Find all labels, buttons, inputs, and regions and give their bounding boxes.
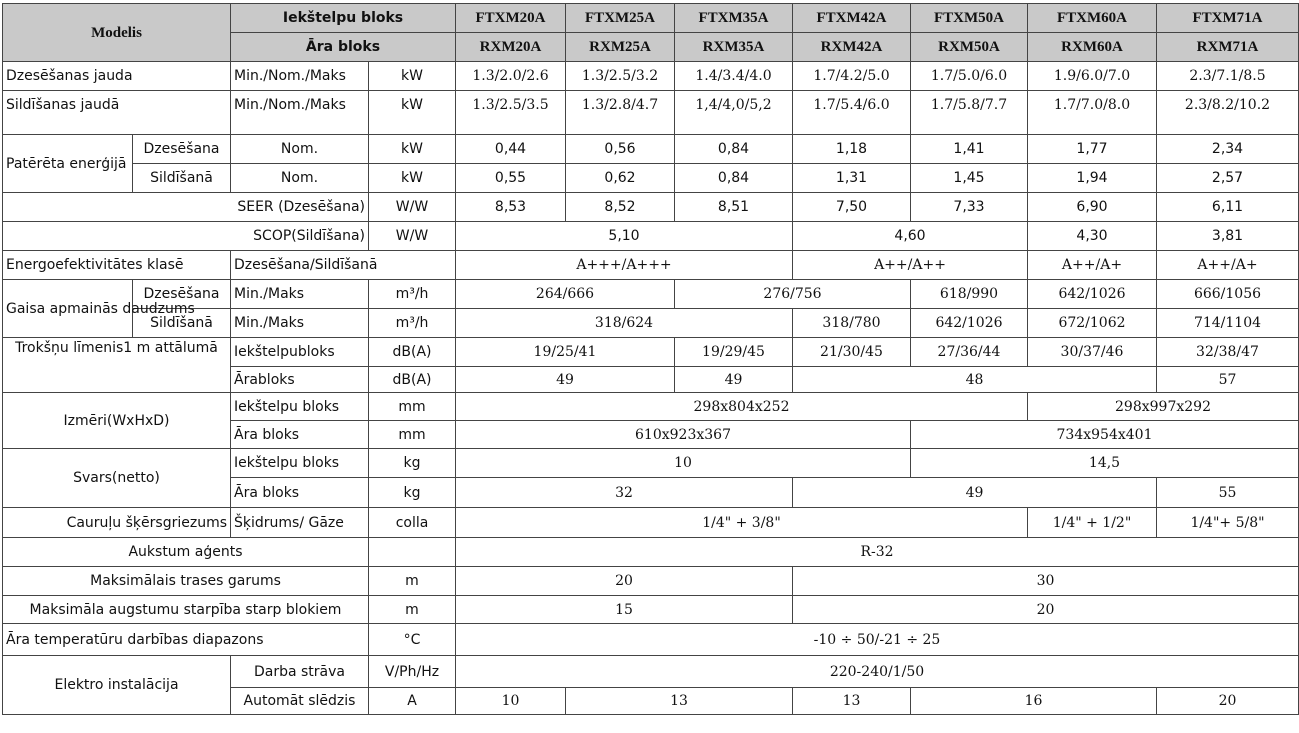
- unit-label: kg: [369, 449, 456, 478]
- value-cell: 0,84: [675, 135, 793, 164]
- value-cell: A+++/A+++: [456, 251, 793, 280]
- value-cell: 8,52: [566, 193, 675, 222]
- param-label: Min./Nom./Maks: [231, 91, 369, 135]
- value-cell: 13: [793, 688, 911, 715]
- row-pipe: [3, 508, 1299, 538]
- unit-label: kg: [369, 478, 456, 508]
- value-cell: 15: [456, 596, 793, 624]
- model-outdoor: RXM42A: [793, 33, 911, 62]
- row-label: Patērēta enerģijā: [3, 135, 133, 193]
- model-indoor: FTXM71A: [1157, 4, 1299, 33]
- value-cell: 10: [456, 449, 911, 478]
- unit-label: kW: [369, 62, 456, 91]
- param-label: Šķidrums/ Gāze: [231, 508, 369, 538]
- sub-label: Āra bloks: [231, 478, 369, 508]
- value-cell: 55: [1157, 478, 1299, 508]
- value-cell: 642/1026: [911, 309, 1028, 338]
- value-cell: 318/624: [456, 309, 793, 338]
- row-scop: [3, 222, 1299, 251]
- row-seer: [3, 193, 1299, 222]
- value-cell: -10 ÷ 50/-21 ÷ 25: [456, 624, 1299, 656]
- value-cell: 1.7/4.2/5.0: [793, 62, 911, 91]
- value-cell: 8,51: [675, 193, 793, 222]
- empty-unit-cell: [369, 538, 456, 567]
- row-label: Maksimāla augstumu starpība starp blokiem: [3, 596, 369, 624]
- value-cell: 642/1026: [1028, 280, 1157, 309]
- row-label: Dzesēšanas jauda: [3, 62, 231, 91]
- value-cell: 0,55: [456, 164, 566, 193]
- row-label: Gaisa apmainās daudzums: [3, 280, 133, 338]
- value-cell: 7,33: [911, 193, 1028, 222]
- value-cell: 16: [911, 688, 1157, 715]
- value-cell: A++/A+: [1157, 251, 1299, 280]
- value-cell: 1.3/2.5/3.2: [566, 62, 675, 91]
- row-label: Energoefektivitātes klasē: [3, 251, 231, 280]
- param-label: Min./Maks: [231, 309, 369, 338]
- unit-label: V/Ph/Hz: [369, 656, 456, 688]
- value-cell: 1.7/5.0/6.0: [911, 62, 1028, 91]
- value-cell: 0,62: [566, 164, 675, 193]
- value-cell: 49: [456, 367, 675, 393]
- value-cell: 610x923x367: [456, 421, 911, 449]
- model-indoor: FTXM60A: [1028, 4, 1157, 33]
- value-cell: 5,10: [456, 222, 793, 251]
- value-cell: 1,77: [1028, 135, 1157, 164]
- value-cell: 14,5: [911, 449, 1299, 478]
- value-cell: 1.3/2.8/4.7: [566, 91, 675, 135]
- row-label: Sildīšanas jaudā: [3, 91, 231, 135]
- value-cell: 618/990: [911, 280, 1028, 309]
- value-cell: 276/756: [675, 280, 911, 309]
- model-indoor: FTXM20A: [456, 4, 566, 33]
- unit-label: colla: [369, 508, 456, 538]
- value-cell: 2.3/7.1/8.5: [1157, 62, 1299, 91]
- sub-label: Sildīšanā: [133, 309, 231, 338]
- value-cell: 220-240/1/50: [456, 656, 1299, 688]
- value-cell: 1.7/7.0/8.0: [1028, 91, 1157, 135]
- unit-label: mm: [369, 393, 456, 421]
- model-outdoor: RXM20A: [456, 33, 566, 62]
- value-cell: 0,84: [675, 164, 793, 193]
- param-label: Min./Nom./Maks: [231, 62, 369, 91]
- unit-label: A: [369, 688, 456, 715]
- row-airflow-cooling: [3, 280, 1299, 309]
- sub-label: Dzesēšana: [133, 135, 231, 164]
- value-cell: R-32: [456, 538, 1299, 567]
- value-cell: 4,30: [1028, 222, 1157, 251]
- value-cell: 32: [456, 478, 793, 508]
- row-label: SCOP(Sildīšana): [3, 222, 369, 251]
- value-cell: 2,34: [1157, 135, 1299, 164]
- value-cell: 20: [793, 596, 1299, 624]
- row-weight-indoor: [3, 449, 1299, 478]
- sub-label: Ārabloks: [231, 367, 369, 393]
- sub-label: Āra bloks: [231, 421, 369, 449]
- sub-label: Sildīšanā: [133, 164, 231, 193]
- row-dimensions-indoor: [3, 393, 1299, 421]
- value-cell: 19/29/45: [675, 338, 793, 367]
- value-cell: 48: [793, 367, 1157, 393]
- model-outdoor: RXM71A: [1157, 33, 1299, 62]
- value-cell: 714/1104: [1157, 309, 1299, 338]
- header-row-indoor: [3, 4, 1299, 33]
- value-cell: 3,81: [1157, 222, 1299, 251]
- value-cell: 19/25/41: [456, 338, 675, 367]
- value-cell: 1/4"+ 5/8": [1157, 508, 1299, 538]
- row-label: Āra temperatūru darbības diapazons: [3, 624, 369, 656]
- value-cell: 1,18: [793, 135, 911, 164]
- value-cell: 1,41: [911, 135, 1028, 164]
- value-cell: 0,56: [566, 135, 675, 164]
- value-cell: 6,11: [1157, 193, 1299, 222]
- value-cell: 8,53: [456, 193, 566, 222]
- sub-label: Darba strāva: [231, 656, 369, 688]
- row-heating-capacity: [3, 91, 1299, 135]
- row-cooling-capacity: [3, 62, 1299, 91]
- outdoor-block-label: Āra bloks: [231, 33, 456, 62]
- row-label: Trokšņu līmenis1 m attālumā: [3, 338, 231, 393]
- value-cell: 21/30/45: [793, 338, 911, 367]
- spec-table: [2, 3, 1299, 715]
- row-temp-range: [3, 624, 1299, 656]
- value-cell: 734x954x401: [911, 421, 1299, 449]
- value-cell: 264/666: [456, 280, 675, 309]
- row-label: Izmēri(WxHxD): [3, 393, 231, 449]
- unit-label: m³/h: [369, 280, 456, 309]
- row-power-cooling: [3, 135, 1299, 164]
- value-cell: 1.3/2.0/2.6: [456, 62, 566, 91]
- unit-label: m: [369, 596, 456, 624]
- row-noise-indoor: [3, 338, 1299, 367]
- sub-label: Iekštelpubloks: [231, 338, 369, 367]
- row-label: Aukstum aģents: [3, 538, 369, 567]
- row-max-height: [3, 596, 1299, 624]
- value-cell: 0,44: [456, 135, 566, 164]
- value-cell: 57: [1157, 367, 1299, 393]
- model-outdoor: RXM25A: [566, 33, 675, 62]
- sub-label: Automāt slēdzis: [231, 688, 369, 715]
- model-outdoor: RXM35A: [675, 33, 793, 62]
- value-cell: 298x804x252: [456, 393, 1028, 421]
- unit-label: mm: [369, 421, 456, 449]
- param-label: Min./Maks: [231, 280, 369, 309]
- value-cell: A++/A+: [1028, 251, 1157, 280]
- value-cell: 1.7/5.8/7.7: [911, 91, 1028, 135]
- row-max-length: [3, 567, 1299, 596]
- param-label: Nom.: [231, 164, 369, 193]
- value-cell: 10: [456, 688, 566, 715]
- unit-label: dB(A): [369, 367, 456, 393]
- row-label: Maksimālais trases garums: [3, 567, 369, 596]
- value-cell: 1,31: [793, 164, 911, 193]
- value-cell: 1.4/3.4/4.0: [675, 62, 793, 91]
- value-cell: 1,45: [911, 164, 1028, 193]
- value-cell: 20: [1157, 688, 1299, 715]
- value-cell: 672/1062: [1028, 309, 1157, 338]
- value-cell: 30: [793, 567, 1299, 596]
- value-cell: 1.3/2.5/3.5: [456, 91, 566, 135]
- unit-label: W/W: [369, 193, 456, 222]
- value-cell: 318/780: [793, 309, 911, 338]
- row-refrigerant: [3, 538, 1299, 567]
- row-airflow-heating: [3, 309, 1299, 338]
- value-cell: 1/4" + 1/2": [1028, 508, 1157, 538]
- unit-label: kW: [369, 91, 456, 135]
- value-cell: 666/1056: [1157, 280, 1299, 309]
- value-cell: 1/4" + 3/8": [456, 508, 1028, 538]
- value-cell: 30/37/46: [1028, 338, 1157, 367]
- value-cell: 7,50: [793, 193, 911, 222]
- model-indoor: FTXM25A: [566, 4, 675, 33]
- model-outdoor: RXM50A: [911, 33, 1028, 62]
- value-cell: 27/36/44: [911, 338, 1028, 367]
- param-label: Dzesēšana/Sildīšanā: [231, 251, 456, 280]
- model-indoor: FTXM50A: [911, 4, 1028, 33]
- row-label: Svars(netto): [3, 449, 231, 508]
- sub-label: Dzesēšana: [133, 280, 231, 309]
- param-label: Nom.: [231, 135, 369, 164]
- value-cell: 49: [793, 478, 1157, 508]
- row-label: Elektro instalācija: [3, 656, 231, 715]
- model-indoor: FTXM35A: [675, 4, 793, 33]
- value-cell: 1.9/6.0/7.0: [1028, 62, 1157, 91]
- unit-label: m: [369, 567, 456, 596]
- unit-label: m³/h: [369, 309, 456, 338]
- value-cell: 2.3/8.2/10.2: [1157, 91, 1299, 135]
- value-cell: 1.7/5.4/6.0: [793, 91, 911, 135]
- model-outdoor: RXM60A: [1028, 33, 1157, 62]
- row-label: Cauruļu šķērsgriezums: [3, 508, 231, 538]
- value-cell: 4,60: [793, 222, 1028, 251]
- value-cell: 298x997x292: [1028, 393, 1299, 421]
- unit-label: °C: [369, 624, 456, 656]
- value-cell: 2,57: [1157, 164, 1299, 193]
- row-power-heating: [3, 164, 1299, 193]
- row-electrical-current: [3, 656, 1299, 688]
- value-cell: 6,90: [1028, 193, 1157, 222]
- indoor-block-label: Iekštelpu bloks: [231, 4, 456, 33]
- value-cell: 20: [456, 567, 793, 596]
- value-cell: A++/A++: [793, 251, 1028, 280]
- unit-label: dB(A): [369, 338, 456, 367]
- row-label: SEER (Dzesēšana): [3, 193, 369, 222]
- value-cell: 49: [675, 367, 793, 393]
- model-indoor: FTXM42A: [793, 4, 911, 33]
- value-cell: 1,4/4,0/5,2: [675, 91, 793, 135]
- sub-label: Iekštelpu bloks: [231, 449, 369, 478]
- unit-label: kW: [369, 135, 456, 164]
- value-cell: 13: [566, 688, 793, 715]
- models-label: Modelis: [3, 4, 231, 62]
- row-energy-class: [3, 251, 1299, 280]
- value-cell: 1,94: [1028, 164, 1157, 193]
- value-cell: 32/38/47: [1157, 338, 1299, 367]
- sub-label: Iekštelpu bloks: [231, 393, 369, 421]
- unit-label: W/W: [369, 222, 456, 251]
- unit-label: kW: [369, 164, 456, 193]
